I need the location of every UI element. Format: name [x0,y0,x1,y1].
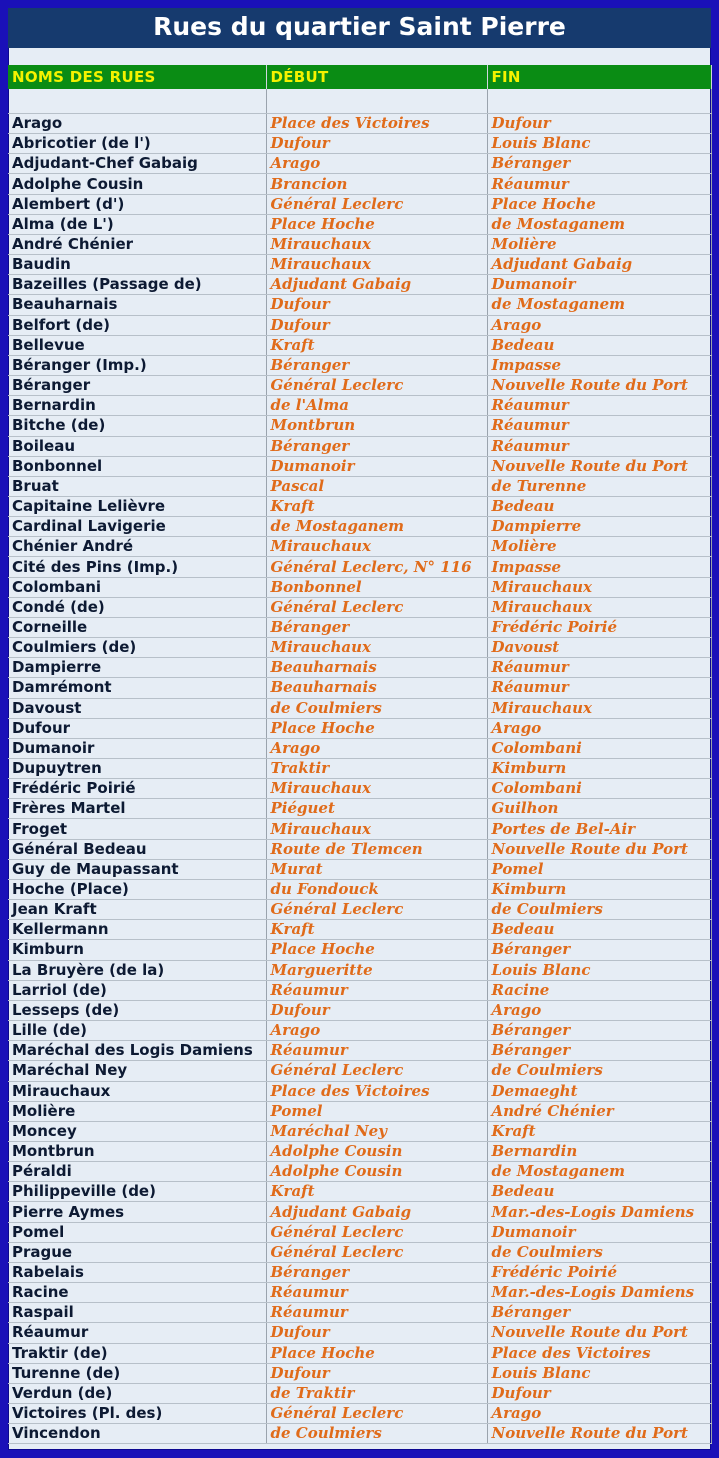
table-row [8,1182,711,1202]
table-row [8,799,711,819]
header-row [8,65,711,89]
street-start-cell: Pascal [266,476,487,496]
street-end-cell: de Mostaganem [487,214,711,234]
street-name-cell: Alembert (d') [8,194,266,214]
street-start-cell: Général Leclerc [266,1222,487,1242]
table-row [8,537,711,557]
street-start-cell: Adolphe Cousin [266,1162,487,1182]
table-row [8,819,711,839]
street-name-cell: Bitche (de) [8,416,266,436]
street-name-cell: La Bruyère (de la) [8,960,266,980]
table-row [8,1061,711,1081]
street-start-cell: Montbrun [266,416,487,436]
table-row [8,456,711,476]
street-end-cell: Racine [487,980,711,1000]
table-row [8,134,711,154]
street-start-cell: Maréchal Ney [266,1121,487,1141]
table-row [8,738,711,758]
street-name-cell: Adolphe Cousin [8,174,266,194]
street-name-cell: Bellevue [8,335,266,355]
street-start-cell: Mirauchaux [266,819,487,839]
street-end-cell: Nouvelle Route du Port [487,839,711,859]
street-end-cell: de Mostaganem [487,1162,711,1182]
page-title: Rues du quartier Saint Pierre [153,11,566,41]
street-name-cell: Rabelais [8,1262,266,1282]
street-start-cell: Beauharnais [266,658,487,678]
street-start-cell: Place Hoche [266,940,487,960]
street-name-cell: Kimburn [8,940,266,960]
column-header-name: NOMS DES RUES [8,65,266,89]
street-name-cell: Bazeilles (Passage de) [8,275,266,295]
table-row [8,980,711,1000]
street-end-cell: Réaumur [487,416,711,436]
table-row [8,859,711,879]
street-name-cell: Dufour [8,718,266,738]
street-end-cell: de Turenne [487,476,711,496]
table-row [8,1041,711,1061]
street-start-cell: Adolphe Cousin [266,1141,487,1161]
table-row [8,597,711,617]
street-end-cell: Louis Blanc [487,960,711,980]
street-end-cell: Béranger [487,1021,711,1041]
street-start-cell: Pomel [266,1101,487,1121]
table-row [8,1081,711,1101]
street-name-cell: Kellermann [8,920,266,940]
street-start-cell: Dufour [266,315,487,335]
street-name-cell: Mirauchaux [8,1081,266,1101]
street-name-cell: Raspail [8,1303,266,1323]
table-row [8,396,711,416]
street-end-cell: Frédéric Poirié [487,1262,711,1282]
street-name-cell: Racine [8,1283,266,1303]
street-end-cell: de Mostaganem [487,295,711,315]
street-end-cell: Place des Victoires [487,1343,711,1363]
street-end-cell: Réaumur [487,174,711,194]
street-name-cell: Bernardin [8,396,266,416]
street-name-cell: Bruat [8,476,266,496]
street-end-cell: Dufour [487,1383,711,1403]
street-end-cell: Nouvelle Route du Port [487,1323,711,1343]
street-start-cell: Kraft [266,920,487,940]
street-name-cell: Davoust [8,698,266,718]
street-name-cell: Larriol (de) [8,980,266,1000]
street-name-cell: Lesseps (de) [8,1000,266,1020]
table-row [8,920,711,940]
street-start-cell: Dumanoir [266,456,487,476]
street-end-cell: Louis Blanc [487,1363,711,1383]
table-row [8,1162,711,1182]
street-name-cell: Péraldi [8,1162,266,1182]
street-name-cell: Hoche (Place) [8,879,266,899]
street-name-cell: Molière [8,1101,266,1121]
street-end-cell: de Coulmiers [487,900,711,920]
street-end-cell: de Coulmiers [487,1242,711,1262]
street-end-cell: Colombani [487,779,711,799]
street-start-cell: Murat [266,859,487,879]
street-name-cell: Turenne (de) [8,1363,266,1383]
street-start-cell: Béranger [266,355,487,375]
street-start-cell: Place Hoche [266,718,487,738]
street-start-cell: Mirauchaux [266,255,487,275]
street-name-cell: Baudin [8,255,266,275]
table-row [8,1141,711,1161]
street-end-cell: Louis Blanc [487,134,711,154]
table-row [8,154,711,174]
street-end-cell: Réaumur [487,658,711,678]
street-end-cell: Nouvelle Route du Port [487,456,711,476]
street-start-cell: Adjudant Gabaig [266,275,487,295]
street-end-cell: Réaumur [487,436,711,456]
table-row [8,355,711,375]
street-start-cell: Réaumur [266,1283,487,1303]
table-row [8,496,711,516]
street-start-cell: Place des Victoires [266,1081,487,1101]
street-name-cell: Frédéric Poirié [8,779,266,799]
street-start-cell: Dufour [266,1323,487,1343]
street-start-cell: Route de Tlemcen [266,839,487,859]
street-start-cell: Béranger [266,617,487,637]
street-start-cell: Beauharnais [266,678,487,698]
street-end-cell: Béranger [487,154,711,174]
street-name-cell: Dumanoir [8,738,266,758]
street-start-cell: Réaumur [266,980,487,1000]
street-name-cell: Maréchal des Logis Damiens [8,1041,266,1061]
street-name-cell: Capitaine Lelièvre [8,496,266,516]
street-start-cell: Général Leclerc [266,376,487,396]
street-name-cell: Traktir (de) [8,1343,266,1363]
table-row [8,940,711,960]
table-row [8,255,711,275]
table-row [8,335,711,355]
street-end-cell: Arago [487,1404,711,1424]
table-row [8,759,711,779]
table-row [8,1343,711,1363]
street-end-cell: Kimburn [487,879,711,899]
table-row [8,617,711,637]
table-row [8,436,711,456]
table-row [8,1283,711,1303]
table-row [8,1222,711,1242]
street-end-cell: Dufour [487,114,711,134]
table-row [8,1323,711,1343]
street-name-cell: Général Bedeau [8,839,266,859]
street-start-cell: Général Leclerc, N° 116 [266,557,487,577]
street-name-cell: Pomel [8,1222,266,1242]
street-start-cell: Dufour [266,295,487,315]
street-end-cell: Arago [487,718,711,738]
table-row [8,194,711,214]
street-start-cell: Général Leclerc [266,194,487,214]
street-name-cell: Dupuytren [8,759,266,779]
street-start-cell: Béranger [266,436,487,456]
street-name-cell: Cité des Pins (Imp.) [8,557,266,577]
street-name-cell: Pierre Aymes [8,1202,266,1222]
empty-cell [266,89,487,114]
street-name-cell: Béranger [8,376,266,396]
street-end-cell: Pomel [487,859,711,879]
street-start-cell: Béranger [266,1262,487,1282]
table-row [8,900,711,920]
table-row [8,1424,711,1444]
table-row [8,174,711,194]
title-bar [8,8,711,48]
street-start-cell: de l'Alma [266,396,487,416]
street-end-cell: André Chénier [487,1101,711,1121]
street-name-cell: Coulmiers (de) [8,638,266,658]
street-start-cell: Mirauchaux [266,779,487,799]
street-name-cell: Dampierre [8,658,266,678]
street-end-cell: Bedeau [487,1182,711,1202]
street-start-cell: Adjudant Gabaig [266,1202,487,1222]
table-row [8,234,711,254]
table-body [8,89,711,1444]
street-start-cell: Général Leclerc [266,597,487,617]
table-row [8,517,711,537]
street-end-cell: Mirauchaux [487,698,711,718]
empty-cell [8,89,266,114]
street-name-cell: Belfort (de) [8,315,266,335]
table-row [8,839,711,859]
street-start-cell: Mirauchaux [266,638,487,658]
table-row [8,1121,711,1141]
street-name-cell: Colombani [8,577,266,597]
street-name-cell: Montbrun [8,1141,266,1161]
street-start-cell: Arago [266,1021,487,1041]
street-start-cell: Réaumur [266,1303,487,1323]
street-name-cell: Victoires (Pl. des) [8,1404,266,1424]
street-name-cell: Jean Kraft [8,900,266,920]
street-start-cell: de Mostaganem [266,517,487,537]
table-row [8,658,711,678]
table-row [8,1021,711,1041]
table-row [8,275,711,295]
street-start-cell: Dufour [266,1363,487,1383]
street-start-cell: Mirauchaux [266,234,487,254]
street-start-cell: de Traktir [266,1383,487,1403]
street-name-cell: Abricotier (de l') [8,134,266,154]
street-end-cell: Dumanoir [487,275,711,295]
table-row [8,1101,711,1121]
street-end-cell: Mar.-des-Logis Damiens [487,1202,711,1222]
street-name-cell: André Chénier [8,234,266,254]
table-row [8,1363,711,1383]
street-start-cell: Brancion [266,174,487,194]
street-end-cell: Adjudant Gabaig [487,255,711,275]
street-end-cell: Réaumur [487,396,711,416]
table-row [8,577,711,597]
street-end-cell: Béranger [487,1303,711,1323]
street-name-cell: Verdun (de) [8,1383,266,1403]
street-start-cell: de Coulmiers [266,698,487,718]
street-name-cell: Bonbonnel [8,456,266,476]
table-row [8,1000,711,1020]
street-start-cell: Dufour [266,1000,487,1020]
street-start-cell: Général Leclerc [266,1404,487,1424]
street-end-cell: Dumanoir [487,1222,711,1242]
table-row [8,1404,711,1424]
street-start-cell: du Fondouck [266,879,487,899]
street-end-cell: Colombani [487,738,711,758]
table-row [8,638,711,658]
street-start-cell: Place des Victoires [266,114,487,134]
table-row [8,1303,711,1323]
street-name-cell: Cardinal Lavigerie [8,517,266,537]
street-start-cell: Piéguet [266,799,487,819]
street-end-cell: Dampierre [487,517,711,537]
table-row [8,718,711,738]
column-header-start: DÉBUT [266,65,487,89]
table-row [8,416,711,436]
street-end-cell: Portes de Bel-Air [487,819,711,839]
table-row [8,295,711,315]
street-name-cell: Damrémont [8,678,266,698]
street-name-cell: Philippeville (de) [8,1182,266,1202]
streets-table [8,65,712,1444]
street-start-cell: Kraft [266,335,487,355]
street-end-cell: Bedeau [487,496,711,516]
table-row [8,214,711,234]
empty-cell [487,89,711,114]
street-end-cell: Kimburn [487,759,711,779]
street-end-cell: Molière [487,234,711,254]
street-start-cell: Margueritte [266,960,487,980]
street-end-cell: Kraft [487,1121,711,1141]
street-end-cell: Mirauchaux [487,597,711,617]
street-name-cell: Adjudant-Chef Gabaig [8,154,266,174]
street-start-cell: Place Hoche [266,214,487,234]
street-end-cell: Guilhon [487,799,711,819]
table-row [8,678,711,698]
table-row [8,1242,711,1262]
table-row [8,879,711,899]
table-row [8,1383,711,1403]
street-start-cell: Kraft [266,1182,487,1202]
street-name-cell: Prague [8,1242,266,1262]
street-end-cell: Mirauchaux [487,577,711,597]
street-name-cell: Lille (de) [8,1021,266,1041]
table-row [8,698,711,718]
street-start-cell: Réaumur [266,1041,487,1061]
street-end-cell: Arago [487,315,711,335]
table-row [8,1202,711,1222]
street-end-cell: Nouvelle Route du Port [487,376,711,396]
street-end-cell: Nouvelle Route du Port [487,1424,711,1444]
street-name-cell: Guy de Maupassant [8,859,266,879]
street-name-cell: Beauharnais [8,295,266,315]
street-end-cell: de Coulmiers [487,1061,711,1081]
table-row [8,315,711,335]
street-name-cell: Alma (de L') [8,214,266,234]
street-end-cell: Bernardin [487,1141,711,1161]
street-start-cell: Arago [266,738,487,758]
street-end-cell: Impasse [487,355,711,375]
table-row [8,476,711,496]
street-name-cell: Moncey [8,1121,266,1141]
street-name-cell: Boileau [8,436,266,456]
street-name-cell: Chénier André [8,537,266,557]
street-start-cell: Place Hoche [266,1343,487,1363]
street-end-cell: Frédéric Poirié [487,617,711,637]
street-name-cell: Frères Martel [8,799,266,819]
column-header-end: FIN [487,65,711,89]
street-end-cell: Bedeau [487,335,711,355]
empty-row [8,89,711,114]
street-end-cell: Place Hoche [487,194,711,214]
street-start-cell: de Coulmiers [266,1424,487,1444]
table-row [8,779,711,799]
street-name-cell: Réaumur [8,1323,266,1343]
street-name-cell: Corneille [8,617,266,637]
table-row [8,114,711,134]
document-frame [8,8,711,1450]
street-name-cell: Maréchal Ney [8,1061,266,1081]
street-start-cell: Traktir [266,759,487,779]
street-start-cell: Général Leclerc [266,1242,487,1262]
street-name-cell: Vincendon [8,1424,266,1444]
street-end-cell: Davoust [487,638,711,658]
street-start-cell: Mirauchaux [266,537,487,557]
street-start-cell: Général Leclerc [266,900,487,920]
street-end-cell: Béranger [487,1041,711,1061]
table-row [8,1262,711,1282]
table-row [8,960,711,980]
street-end-cell: Béranger [487,940,711,960]
street-start-cell: Bonbonnel [266,577,487,597]
street-start-cell: Général Leclerc [266,1061,487,1081]
street-end-cell: Molière [487,537,711,557]
street-name-cell: Arago [8,114,266,134]
street-end-cell: Impasse [487,557,711,577]
street-start-cell: Arago [266,154,487,174]
street-start-cell: Kraft [266,496,487,516]
street-end-cell: Mar.-des-Logis Damiens [487,1283,711,1303]
street-name-cell: Froget [8,819,266,839]
street-end-cell: Arago [487,1000,711,1020]
street-name-cell: Condé (de) [8,597,266,617]
street-start-cell: Dufour [266,134,487,154]
street-end-cell: Demaeght [487,1081,711,1101]
table-row [8,376,711,396]
street-name-cell: Béranger (Imp.) [8,355,266,375]
street-end-cell: Bedeau [487,920,711,940]
street-end-cell: Réaumur [487,678,711,698]
table-row [8,557,711,577]
